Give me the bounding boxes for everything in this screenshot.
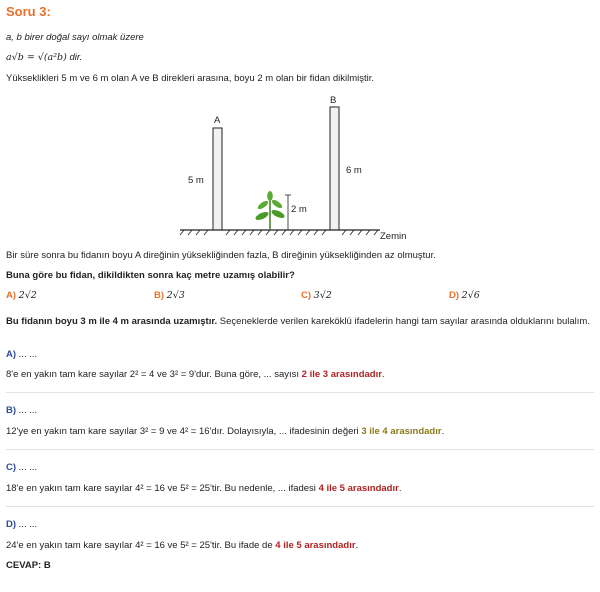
option-a: A) 2√2 (6, 290, 37, 301)
divider (6, 506, 594, 507)
option-c: C) 3√2 (301, 290, 332, 301)
given-line-2 (6, 52, 82, 63)
solution-c-text: 18'e en yakın tam kare sayılar 4² = 16 ve 5² = 25'tir. Bu nedenle, ... ifadesi 4 ile 5 arasındadır. (6, 483, 402, 494)
pole-b-label: B (330, 95, 337, 106)
ground-label: Zemin (380, 231, 407, 242)
pole-a-height: 5 m (188, 175, 204, 186)
plant-icon (254, 191, 285, 230)
pole-a-label: A (214, 115, 221, 126)
option-b: B) 2√3 (154, 290, 185, 301)
plant-height-label: 2 m (291, 204, 307, 215)
solution-intro: Bu fidanın boyu 3 m ile 4 m arasında uzamıştır. Seçeneklerde verilen kareköklü ifadelerin hangi tam sayılar arasında olduklarını bulalım. (6, 316, 590, 327)
given-line-1: a, b birer doğal sayı olmak üzere (6, 32, 144, 43)
solution-a-header: A) ... ... (6, 349, 38, 360)
given-suffix: dir. (66, 52, 83, 63)
option-d: D) 2√6 (449, 290, 480, 301)
divider (6, 392, 594, 393)
question-title: Soru 3: (6, 4, 51, 19)
pole-b-height: 6 m (346, 165, 362, 176)
question-text: Buna göre bu fidan, dikildikten sonra kaç metre uzamış olabilir? (6, 270, 295, 281)
solution-d-header: D) ... ... (6, 519, 38, 530)
given-formula: a√b = √(a²b) (6, 52, 67, 63)
ground-hatch (180, 230, 378, 235)
divider (6, 449, 594, 450)
poles-figure (170, 92, 430, 244)
after-text: Bir süre sonra bu fidanın boyu A direğinin yüksekliğinden fazla, B direğinin yüksekliğinden az olmuştur. (6, 250, 436, 261)
solution-d-text: 24'e en yakın tam kare sayılar 4² = 16 ve 5² = 25'tir. Bu ifade de 4 ile 5 arasındadır. (6, 540, 359, 551)
pole-a (213, 128, 222, 230)
pole-b (330, 107, 339, 230)
solution-a-text: 8'e en yakın tam kare sayılar 2² = 4 ve 3² = 9'dur. Buna göre, ... sayısı 2 ile 3 arasındadır. (6, 369, 385, 380)
answer: CEVAP: B (6, 560, 51, 571)
solution-b-text: 12'ye en yakın tam kare sayılar 3² = 9 ve 4² = 16'dır. Dolayısıyla, ... ifadesinin değeri 3 ile 4 arasındadır. (6, 426, 445, 437)
solution-b-header: B) ... ... (6, 405, 38, 416)
problem-text: Yükseklikleri 5 m ve 6 m olan A ve B direkleri arasına, boyu 2 m olan bir fidan dikilmiştir. (6, 73, 375, 84)
solution-c-header: C) ... ... (6, 462, 38, 473)
